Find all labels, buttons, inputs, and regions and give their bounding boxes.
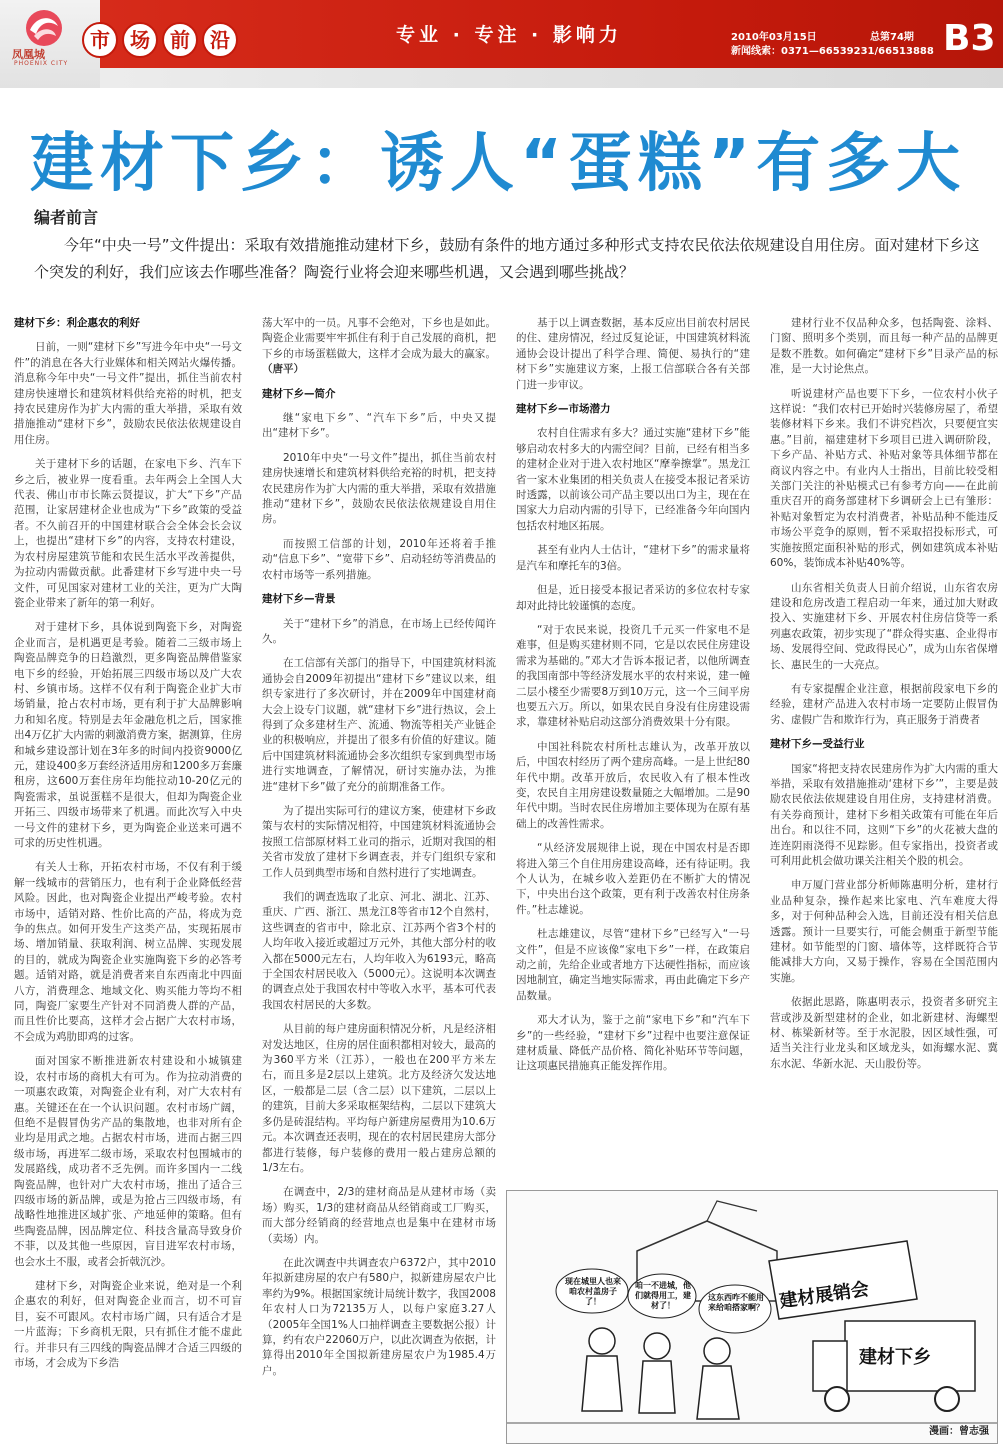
logo-text: 凤凰城 [12,48,45,61]
section-tag [82,22,238,58]
paragraph: 面对国家不断推进新农村建设和小城镇建设，农村市场的商机大有可为。作为拉动消费的一项惠农政策，对陶瓷企业有利，对广大农村有惠。关键还在在一个认识问题。农村市场广阔，但绝不是假冒伪劣产品的集散地，也非对所有企业均是用武之地。占据农村市场，进而占据三四级市场，再进军二级市场，采取农村包围城市的发展路线，成功者不乏先例。而许多国内一二线陶瓷品牌，也针对广大农村市场，推出了适合三四级市场的新品牌，或是为抢占三四级市场，有战略性地推进区域扩张、产地延伸的策略。但有些陶瓷品牌，因品牌定位、科技含量高导致身价不菲，以及其他一些原因，盲目进军农村市场，也会水土不服，或者会折戟沉沙。 [14,1055,242,1268]
editor-note-label: 编者前言 [34,208,99,227]
slogan: 专业 · 专注 · 影响力 [396,24,622,46]
paragraph: 关于建材下乡的话题，在家电下乡、汽车下乡之后，被业界一度看重。去年两会上全国人大代表、佛山市市长陈云贤提议，扩大“下乡”产品范围，让家居建材企业也成为“下乡”政策的受益者。不久前召开的中国建材联合会全体会长会议上，也提出“建材下乡”的内容，支持农村建设，为农村房屋建筑节能和农民生活水平改善提供，为拉动内需做贡献。此番建材下乡写进中央一号文件，可见国家对建材工业的关注，更为广大陶瓷企业带来了新年的第一利好。 [14,458,242,609]
truck-label: 建材下乡 [859,1347,931,1368]
page-code: B3 [943,18,996,59]
paragraph: 国家“将把支持农民建房作为扩大内需的重大举措，采取有效措施推动‘建材下乡’”，主要是鼓励农民依法依规建设自用住房，支持建材消费。有关券商预计，建材下乡相关政策有可能在年后出台。和以往不同，这则“下乡”的火花被大盘的连连阴雨浇得不见踪影。但专家指出，投资者或可利用此机会做功课关注相关个股的机会。 [770,762,998,867]
issue-date: 2010年03月15日 [731,32,817,43]
paragraph: 农村自住需求有多大？通过实施“建材下乡”能够启动农村多大的内需空间？目前，已经有相当多的建材企业对于进入农村地区“摩拳擦掌”。黑龙江省一家木业集团的相关负责人在接受本报记者采访时透露，以前该公司产品主要以出口为主，现在在国家大力启动内需的引导下，已经准备今年向国内包括农村地区拓展。 [516,427,750,532]
article-column-1 [14,316,242,1380]
paragraph: 听说建材产品也要下下乡，一位农村小伙子这样说：“我们农村已开始时兴装修房屋了，希望装修材料下乡来。我们不讲究档次，只要便宜实惠。”目前，福建建材下乡项目已进入调研阶段，下乡产品、补贴方式、补贴对象等具体细节都在商议内容之中。有业内人士指出，目前比较受相关部门关注的补贴模式已有参考方向——在此前重庆召开的商务部建材下乡调研会上已有雏形：补贴对象暂定为农村消费者，补贴品种不能违反市场公平竞争的原则，暂不采取招投标形式，可实施按照定面积补贴的形式，例如建筑成本补贴60%，装饰成本补贴40%等。 [770,387,998,570]
section-char-3: 前 [162,22,198,58]
section-heading: 建材下乡—受益行业 [770,738,865,751]
paragraph: 基于以上调查数据，基本反应出目前农村居民的住、建房情况，经过反复论证，中国建筑材料流通协会设计提出了科学合理、简便、易执行的“建材下乡”实施建议方案，上报工信部联合各有关部门进一步审议。 [516,317,750,391]
article-column-2 [262,316,496,1388]
cartoon-drawing [507,1191,997,1443]
section-heading: 建材下乡—简介 [262,387,336,400]
headline: 建材下乡：诱人“蛋糕”有多大 [30,127,967,201]
paragraph: 在此次调查中共调查农户6372户，其中2010年拟新建房屋的农户有580户，拟新建房屋农户比率约为9%。根据国家统计局统计数字，我国2008年农村人口为72135万人，以每户家庭3.27人（2005年全国1%人口抽样调查主要数据公报）计算，约有农户22060万户，以此次调查为依据，计算得出2010年全国拟新建房屋农户为1985.4万户。 [262,1256,496,1377]
paragraph: 中国社科院农村所杜志雄认为，改革开放以后，中国农村经历了两个建房高峰。一是上世纪80年代中期。改革开放后，农民收入有了根本性改变，农民自主用房建设数量随之大幅增加。二是90年代中期。当时农民住房增加主要体现为在原有基础上的改善性需求。 [516,740,750,830]
masthead [0,0,1003,88]
issue-number: 总第74期 [870,32,914,43]
paragraph-text: 荡大军中的一员。凡事不会绝对，下乡也是如此。陶瓷企业需要牢牢抓住有利于自己发展的商机，把下乡的市场蛋糕做大，这样才会成为最大的赢家。 [262,317,496,360]
article-column-3 [516,316,750,1084]
section-heading: 建材下乡：利企惠农的利好 [14,317,140,329]
paragraph: 继“家电下乡”、“汽车下乡”后，中央又提出“建材下乡”。 [262,412,496,440]
paragraph: 有关人士称，开拓农村市场，不仅有利于缓解一线城市的营销压力，也有利于企业降低经营风险。因此，也对陶瓷企业提出严峻考验。农村市场中，适销对路、性价比高的产品，将成为竞争的焦点。如何开发生产这类产品，实现拓展市场、增加销量、获取利润、树立品牌、实现发展的目的，就成为陶瓷企业实施陶瓷下乡的必答考题。适销对路，就是消费者来自东西南北中四面八方，消费理念、地域文化、购买能力等均不相同，陶瓷厂家要生产针对不同消费人群的产品，而且性价比要高，这样才会占据广大农村市场，不会成为鸡肋即鸡的过客。 [14,861,242,1043]
paragraph: 从目前的每户建房面积情况分析，凡是经济相对发达地区，住房的居住面积都相对较大，最高的为360平方米（江苏），一般也在200平方米左右，而且多是2层以上建筑。北方及经济欠发达地区，一般都是二层（含二层）以下建筑，二层以上的建筑，目前大多采取框架结构，二层以下建筑大多仍是砖混结构。平均每户新建房屋费用为10.6万元。本次调查还表明，现在的农村居民建房大部分都进行装修，每户装修的费用一般占建房总额的1/3左右。 [262,1023,496,1174]
paragraph: 建材行业不仅品种众多，包括陶瓷、涂料、门窗、照明多个类别，而且每一种产品的品牌更是数不胜数。如何确定“建材下乡”目录产品的标准，是一大讨论焦点。 [770,317,998,376]
paragraph: 在工信部有关部门的指导下，中国建筑材料流通协会自2009年初提出“建材下乡”建议以来，组织专家进行了多次研讨，并在2009年中国建材商大会上设专门议题，就“建材下乡”进行热议，会上得到了众多建材生产、流通、物流等相关产业链企业的积极响应，并提出了很多有价值的好建议。随后中国建筑材料流通协会多次组织专家到典型市场进行实地调查，了解情况，研讨实施办法，为推进“建材下乡”做了充分的前期准备工作。 [262,657,496,793]
paragraph: 甚至有业内人士估计，“建材下乡”的需求量将是汽车和摩托车的3倍。 [516,544,750,572]
exhibition-banner: 建材展销会 [778,1278,871,1313]
paragraph: “对于农民来说，投资几千元买一件家电不是难事，但是购买建材则不同，它是以农民住房建设需求为基础的。”邓大才告诉本报记者，以他所调查的我国南部中等经济发展水平的农村来说，建一幢二层小楼至少需要8万到10万元，这一个三间平房也要五六万。所以，如果农民自身没有住房建设需求，靠建材补贴启动这部分消费效果十分有限。 [516,623,750,729]
paragraph: 而按照工信部的计划，2010年还将着手推动“信息下乡”、“宽带下乡”、启动轻纺等消费品的农村市场等一系列措施。 [262,537,496,581]
paragraph: 申万厦门营业部分析师陈惠明分析，建材行业品种复杂，操作起来比家电、汽车难度大得多，对于何种品种会入选，目前还没有相关信息透露。预计一旦要实行，可能会侧重于新型节能建材。如节能型的门窗、墙体等，这样既符合节能减排大方向，又易于操作，容易在全国范围内实施。 [770,879,998,984]
paragraph: 邓大才认为，鉴于之前“家电下乡”和“汽车下乡”的一些经验，“建材下乡”过程中也要注意保证建材质量、降低产品价格、简化补贴环节等问题，让这项惠民措施真正能发挥作用。 [516,1014,750,1073]
paragraph: 杜志雄建议，尽管“建材下乡”已经写入“一号文件”，但是不应该像“家电下乡”一样，在政策启动之前，先给企业或者地方下达硬性指标，而应该因地制宜，确定当地实际需求，再由此确定下乡产品数量。 [516,928,750,1002]
article-column-4 [770,316,998,1081]
paragraph: 有专家提醒企业注意，根据前段家电下乡的经验，建材产品进入农村市场一定要防止假冒伪劣、虚假广告和欺诈行为，真正服务于消费者 [770,682,998,726]
section-char-2: 场 [122,22,158,58]
paragraph: 对于建材下乡，具体说到陶瓷下乡，对陶瓷企业而言，是机遇更是考验。随着二三级市场上陶瓷品牌竞争的日趋激烈，更多陶瓷品牌借鉴家电下乡的经验，开始拓展三四级市场以及广大农村、乡镇市场。这样不仅有利于陶瓷企业扩大市场销量，抢占农村市场，更有利于扩大品牌影响力和知名度。特别是去年金融危机之后，国家推出4万亿扩大内需的刺激消费方案，据测算，住房和城乡建设部计划在3年多的时间内投资9000亿元，建设400多万套经济适用房和1200多万套廉租房，这600万套住房年均能拉动10-20亿元的陶瓷需求，虽说蛋糕不是很大，但却为陶瓷企业开拓三、四级市场带来了机遇。而此次写入中央一号文件的建材下乡，更为陶瓷企业送来可遇不可求的历史性机遇。 [14,621,242,849]
paragraph: 关于“建材下乡”的消息，在市场上已经传闻许久。 [262,617,496,645]
speech-bubble-3: 这东西咋不能用来给咱搭家啊？ [708,1293,764,1312]
section-heading: 建材下乡—背景 [262,593,336,606]
speech-bubble-1: 现在城里人也来咱农村盖房子了！ [565,1277,621,1306]
author-byline: （唐平） [262,363,304,376]
paragraph: 2010年中央“一号文件”提出，抓住当前农村建房快速增长和建筑材料供给充裕的时机，把支持农民建房作为扩大内需的重大举措，采取有效措施推动“建材下乡”，鼓励农民依法依规建设自用住房。 [262,451,496,526]
logo-subtext: PHOENIX CITY [14,60,69,67]
cartoon-illustration [506,1190,998,1444]
editor-note-text: 今年“中央一号”文件提出：采取有效措施推动建材下乡，鼓励有条件的地方通过多种形式支持农民依法依规建设自用住房。面对建材下乡这个突发的利好，我们应该去作哪些准备？陶瓷行业将会迎来哪些机遇，又会遇到哪些挑战？ [34,236,980,281]
section-char-4: 沿 [202,22,238,58]
paragraph: 日前，一则“建材下乡”写进今年中央“一号文件”的消息在各大行业媒体和相关网站火爆传播。消息称今年中央“一号文件”提出，抓住当前农村建房快速增长和建筑材料供给充裕的时机，把支持农民建房作为扩大内需的重大举措，采取有效措施推动“建材下乡”，鼓励农民依法依规建设自用住房。 [14,341,242,446]
section-char-1: 市 [82,22,118,58]
paragraph: 建材下乡，对陶瓷企业来说，绝对是一个利企惠农的利好，但对陶瓷企业而言，切不可盲目，妄不可跟风。农村市场广阔，只有适合才是一片蓝海；下乡商机无限，只有抓住才能不虚此行。并非只有三四线的陶瓷品牌才合适三四级的市场，才会成为下乡浩 [14,1279,242,1369]
paragraph: 我们的调查选取了北京、河北、湖北、江苏、重庆、广西、浙江、黑龙江8等省市12个自然村，这些调查的省市中，除北京、江苏两个省3个村的人均年收入接近或超过万元外，其他大部分村的收入都在5000元左右，人均年收入为6193元，略高于全国农村居民收入（5000元）。这说明本次调查的调查点处于我国农村中等收入水平，基本可代表我国农村居民的大多数。 [262,891,496,1011]
paragraph: 为了提出实际可行的建议方案，使建材下乡政策与农村的实际情况相符，中国建筑材料流通协会按照工信部原材料工业司的指示，近期对我国的相关省市发放了建材下乡调查表，并专门组织专家和工作人员到典型市场和自然村进行了实地调查。 [262,804,496,879]
news-hotline: 新闻线索：0371—66539231/66513888 [731,46,934,57]
paragraph: “从经济发展规律上说，现在中国农村是否即将进入第三个自住用房建设高峰，还有待证明。我个人认为，在城乡收入差距仍在不断扩大的情况下，中央出台这个政策，更有利于改善农村住房条件。”杜志雄说。 [516,842,750,916]
speech-bubble-2: 咱一不进城，他们就得用工，建材了！ [635,1281,691,1310]
paragraph: 山东省相关负责人日前介绍说，山东省农房建设和危房改造工程启动一年来，通过加大财政投入、实施建材下乡、开展农村住房信贷等一系列惠农政策，初步实现了“群众得实惠、企业得市场、发展得空间、党政得民心”，成为山东省保增长、惠民生的一大亮点。 [770,581,998,671]
cartoon-credit: 漫画：曾志强 [929,1426,989,1437]
section-heading: 建材下乡—市场潜力 [516,403,611,416]
paragraph: 在调查中，2/3的建材商品是从建材市场（卖场）购买，1/3的建材商品从经销商或工厂购买，而大部分经销商的经营地点也是集中在建材市场（卖场）内。 [262,1186,496,1245]
paragraph [262,316,496,378]
paragraph: 依据此思路，陈惠明表示，投资者多研究主营或涉及新型建材的企业，如北新建材、海螺型材、栋梁新材等。至于水泥股，因区域性强，可适当关注行业龙头和区域龙头，如海螺水泥、冀东水泥、华新水泥、天山股份等。 [770,996,998,1070]
paragraph: 但是，近日接受本报记者采访的多位农村专家却对此持比较谨慎的态度。 [516,584,750,612]
